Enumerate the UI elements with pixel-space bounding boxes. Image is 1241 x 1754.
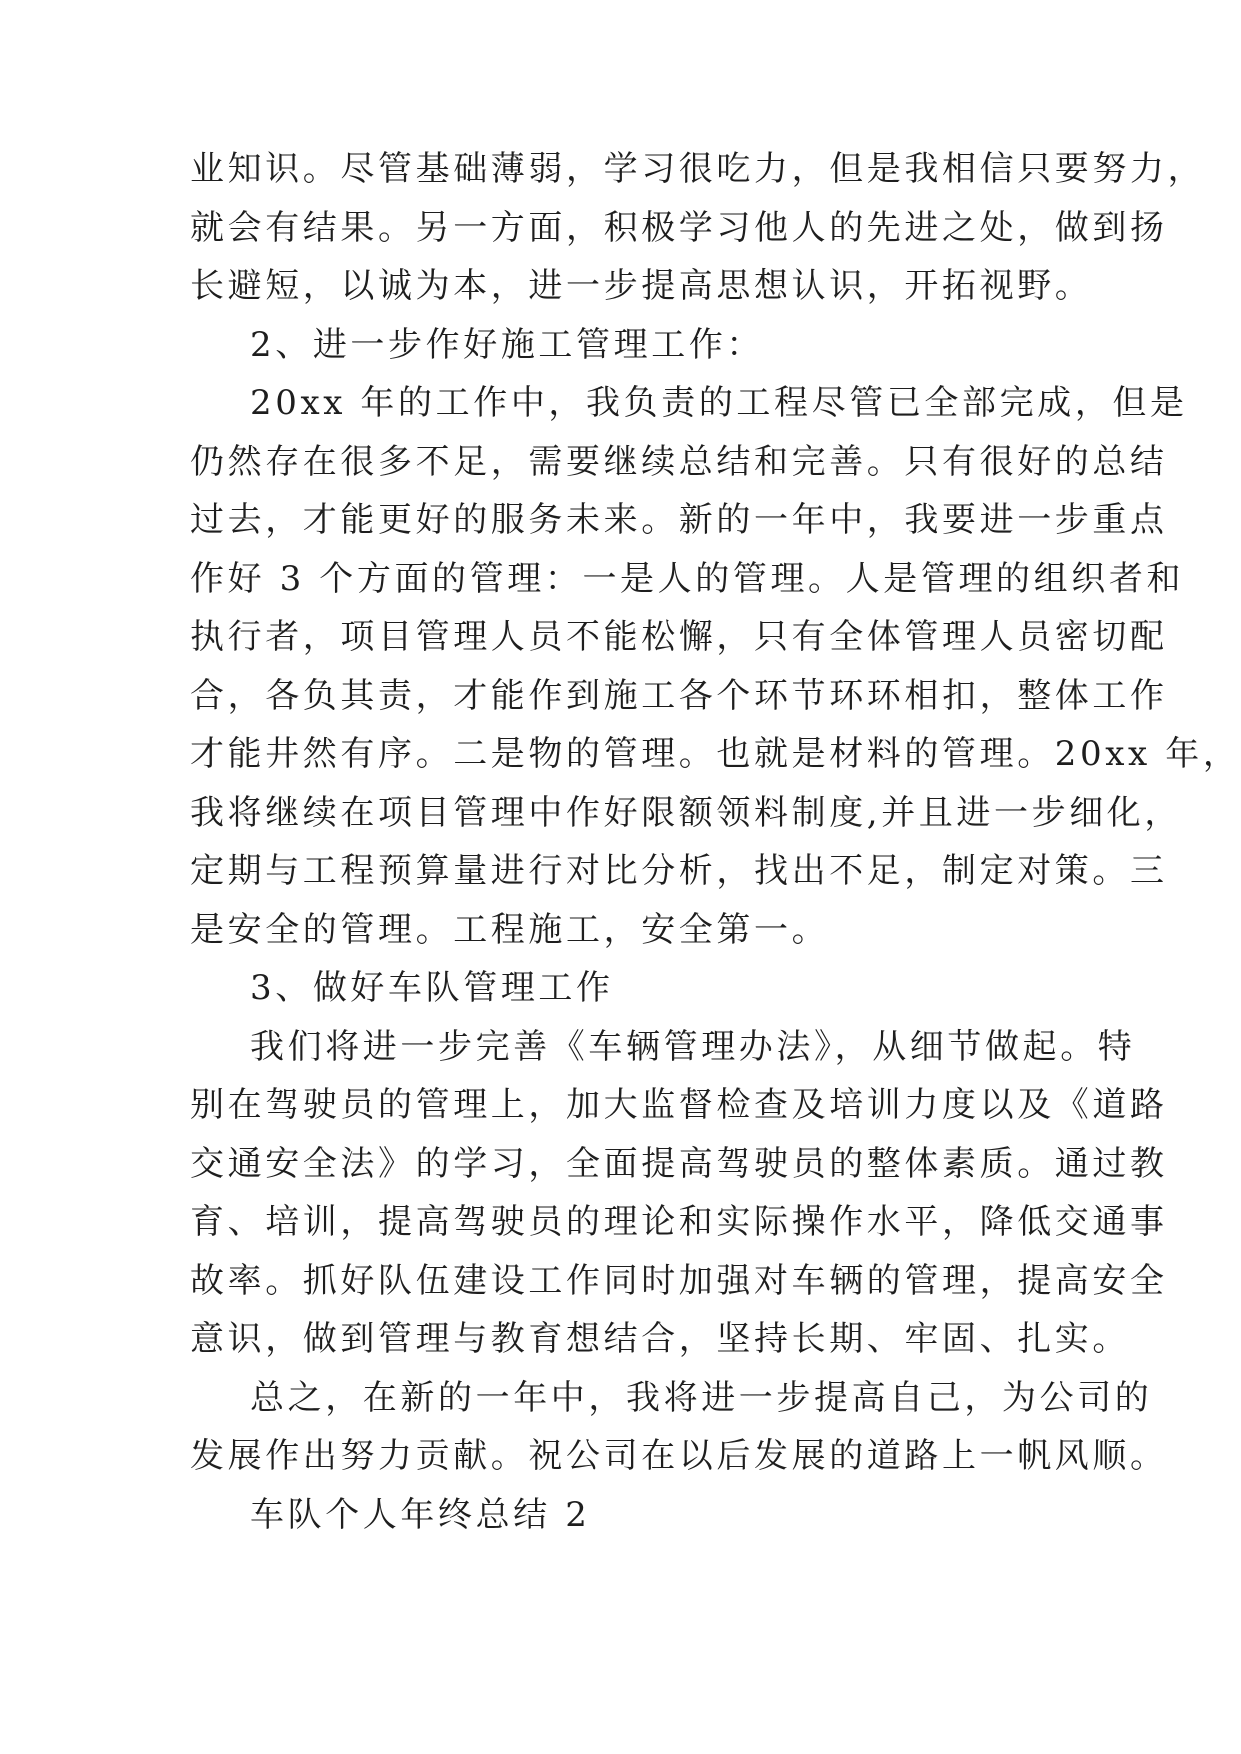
text-line: 合，各负其责，才能作到施工各个环节环环相扣，整体工作 <box>190 675 1168 716</box>
text-line: 发展作出努力贡献。祝公司在以后发展的道路上一帆风顺。 <box>190 1436 1168 1476</box>
paragraph-first-line: 3、做好车队管理工作 <box>250 968 614 1008</box>
paragraph-first-line: 2、进一步作好施工管理工作： <box>250 324 765 365</box>
text-line: 交通安全法》的学习，全面提高驾驶员的整体素质。通过教 <box>190 1143 1168 1184</box>
document-body <box>190 140 1241 1544</box>
paragraph-first-line: 总之，在新的一年中，我将进一步提高自己，为公司的 <box>250 1377 1153 1418</box>
text-line: 育、培训，提高驾驶员的理论和实际操作水平，降低交通事 <box>190 1202 1168 1242</box>
text-line: 作好 3 个方面的管理：一是人的管理。人是管理的组织者和 <box>190 558 1185 599</box>
text-line: 业知识。尽管基础薄弱，学习很吃力，但是我相信只要努力， <box>190 149 1206 189</box>
text-line: 是安全的管理。工程施工，安全第一。 <box>190 909 830 950</box>
text-line: 仍然存在很多不足，需要继续总结和完善。只有很好的总结 <box>190 441 1168 482</box>
paragraph-first-line: 我们将进一步完善《车辆管理办法》，从细节做起。特 <box>250 1026 1136 1067</box>
text-line: 才能井然有序。二是物的管理。也就是材料的管理。20xx 年， <box>190 734 1241 774</box>
text-line: 定期与工程预算量进行对比分析，找出不足，制定对策。三 <box>190 851 1168 891</box>
text-line: 别在驾驶员的管理上，加大监督检查及培训力度以及《道路 <box>190 1085 1168 1125</box>
paragraph-first-line: 车队个人年终总结 2 <box>250 1494 591 1535</box>
text-line: 就会有结果。另一方面，积极学习他人的先进之处，做到扬 <box>190 207 1168 248</box>
text-line: 执行者，项目管理人员不能松懈，只有全体管理人员密切配 <box>190 617 1168 657</box>
paragraph-first-line: 20xx 年的工作中，我负责的工程尽管已全部完成，但是 <box>250 383 1188 423</box>
text-line: 长避短，以诚为本，进一步提高思想认识，开拓视野。 <box>190 266 1093 306</box>
text-line: 意识，做到管理与教育想结合，坚持长期、牢固、扎实。 <box>190 1319 1130 1359</box>
text-line: 故率。抓好队伍建设工作同时加强对车辆的管理，提高安全 <box>190 1260 1168 1301</box>
text-line: 我将继续在项目管理中作好限额领料制度,并且进一步细化， <box>190 792 1183 833</box>
text-line: 过去，才能更好的服务未来。新的一年中，我要进一步重点 <box>190 500 1168 540</box>
